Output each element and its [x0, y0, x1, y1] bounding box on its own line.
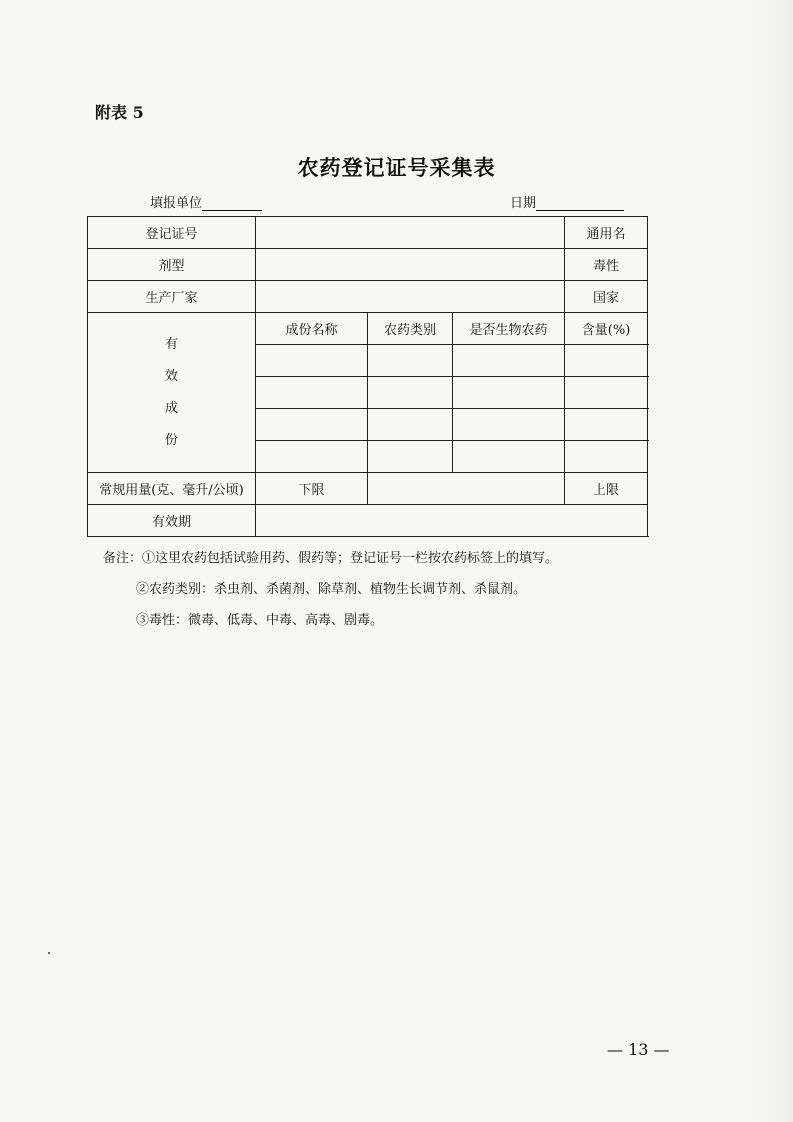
ingredient-name-cell[interactable] — [256, 377, 368, 409]
validity-cell[interactable] — [256, 505, 648, 537]
upper-limit-label: 上限 — [565, 473, 648, 505]
table-row — [88, 473, 648, 505]
content-cell[interactable] — [565, 409, 648, 441]
ingredient-name-cell[interactable] — [256, 441, 368, 473]
appendix-label: 附表 5 — [95, 103, 144, 122]
scan-speck — [48, 952, 50, 954]
registration-form-table — [87, 216, 648, 537]
pesticide-category-cell[interactable] — [368, 409, 453, 441]
active-ingredient-label: 有 效 成 份 — [88, 313, 256, 473]
pesticide-category-cell[interactable] — [368, 377, 453, 409]
note-1: 备注：①这里农药包括试验用药、假药等；登记证号一栏按农药标签上的填写。 — [103, 551, 559, 566]
ingredient-name-cell[interactable] — [256, 345, 368, 377]
content-cell[interactable] — [565, 377, 648, 409]
lower-limit-label: 下限 — [256, 473, 368, 505]
note-2: ②农药类别：杀虫剂、杀菌剂、除草剂、植物生长调节剂、杀鼠剂。 — [136, 582, 527, 597]
lower-limit-cell[interactable] — [368, 473, 565, 505]
date-blank[interactable] — [536, 196, 624, 211]
date-field — [510, 192, 624, 211]
reg-no-cell[interactable] — [256, 217, 565, 249]
notes — [103, 543, 558, 636]
note-3: ③毒性：微毒、低毒、中毒、高毒、剧毒。 — [136, 613, 384, 628]
ingredient-name-header: 成份名称 — [256, 313, 368, 345]
ingredient-name-cell[interactable] — [256, 409, 368, 441]
table-row — [88, 217, 648, 249]
date-label: 日期 — [510, 196, 537, 211]
table-row — [88, 249, 648, 281]
content-header: 含量(%) — [565, 313, 648, 345]
biopesticide-cell[interactable] — [453, 345, 565, 377]
pesticide-category-cell[interactable] — [368, 345, 453, 377]
reporting-unit-label: 填报单位 — [150, 196, 203, 211]
table-row — [88, 281, 648, 313]
formulation-cell[interactable] — [256, 249, 565, 281]
common-name-label: 通用名 — [565, 217, 648, 249]
biopesticide-cell[interactable] — [453, 441, 565, 473]
country-label: 国家 — [565, 281, 648, 313]
biopesticide-cell[interactable] — [453, 377, 565, 409]
biopesticide-header: 是否生物农药 — [453, 313, 565, 345]
pesticide-category-header: 农药类别 — [368, 313, 453, 345]
form-title: 农药登记证号采集表 — [297, 155, 496, 180]
biopesticide-cell[interactable] — [453, 409, 565, 441]
content-cell[interactable] — [565, 345, 648, 377]
pesticide-category-cell[interactable] — [368, 441, 453, 473]
dosage-label: 常规用量(克、毫升/公顷) — [88, 473, 256, 505]
toxicity-label: 毒性 — [565, 249, 648, 281]
reporting-unit-blank[interactable] — [202, 196, 262, 211]
table-row — [88, 505, 648, 537]
scan-edge-shadow — [751, 0, 793, 1122]
content-cell[interactable] — [565, 441, 648, 473]
page-number: — 13 — — [607, 1040, 670, 1059]
reporting-unit-field — [150, 192, 262, 211]
manufacturer-label: 生产厂家 — [88, 281, 256, 313]
table-row — [88, 313, 648, 345]
validity-label: 有效期 — [88, 505, 256, 537]
reg-no-label: 登记证号 — [88, 217, 256, 249]
manufacturer-cell[interactable] — [256, 281, 565, 313]
formulation-label: 剂型 — [88, 249, 256, 281]
